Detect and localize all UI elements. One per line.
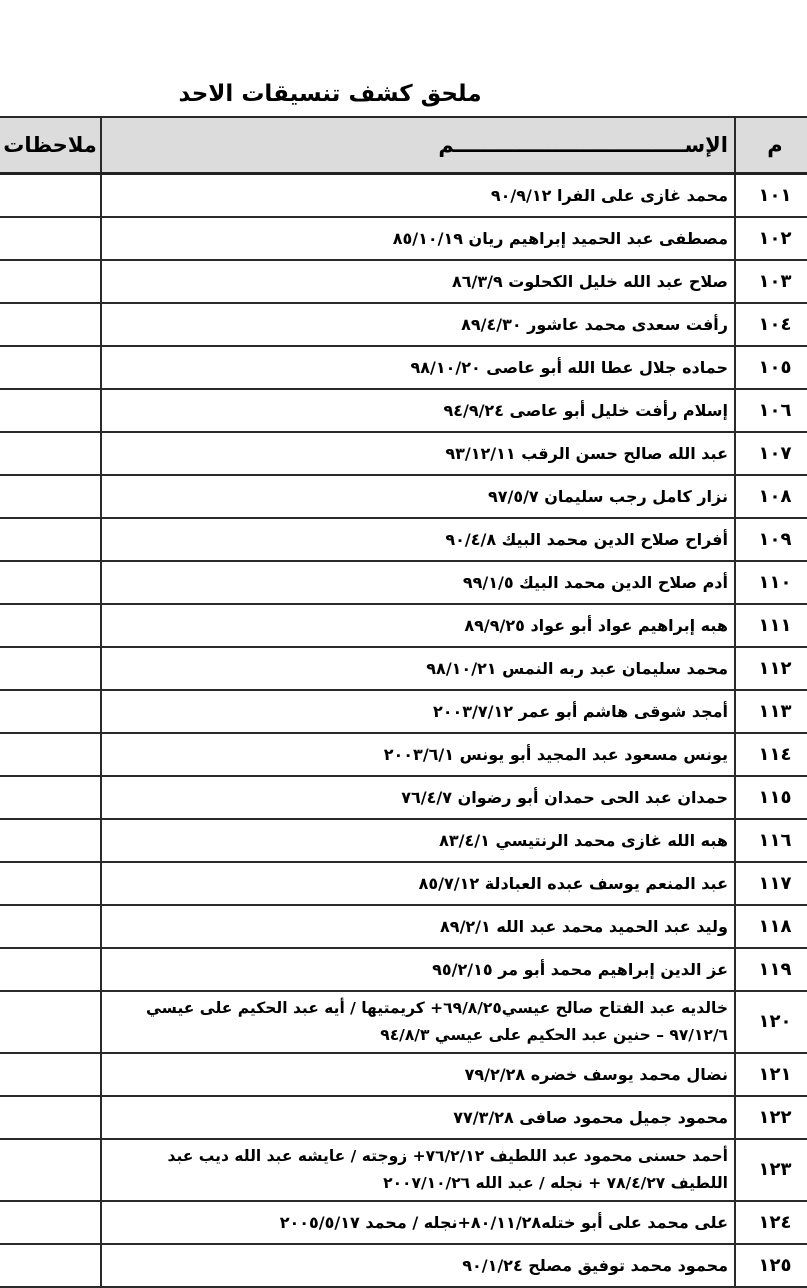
- table-row: [0, 432, 807, 475]
- row-number: ١١٠: [735, 561, 807, 604]
- row-name: حماده جلال عطا الله أبو عاصى ٩٨/١٠/٢٠: [101, 346, 735, 389]
- table-row: [0, 303, 807, 346]
- row-number: ١١٨: [735, 905, 807, 948]
- row-number: ١٠٨: [735, 475, 807, 518]
- row-name: حمدان عبد الحى حمدان أبو رضوان ٧٦/٤/٧: [101, 776, 735, 819]
- table-row: [0, 518, 807, 561]
- table-row: [0, 604, 807, 647]
- table-header-row: [0, 117, 807, 174]
- table-row: [0, 475, 807, 518]
- row-notes: [0, 260, 101, 303]
- row-notes: [0, 604, 101, 647]
- table-row: [0, 346, 807, 389]
- row-notes: [0, 1244, 101, 1287]
- row-name: محمد غازى على الفرا ٩٠/٩/١٢: [101, 174, 735, 217]
- table-row: [0, 1244, 807, 1287]
- table-row: [0, 905, 807, 948]
- table-row: [0, 389, 807, 432]
- row-number: ١٠٦: [735, 389, 807, 432]
- table-row: [0, 1096, 807, 1139]
- table-row: [0, 217, 807, 260]
- row-notes: [0, 174, 101, 217]
- header-number: م: [735, 117, 807, 174]
- row-notes: [0, 1201, 101, 1244]
- row-number: ١١٧: [735, 862, 807, 905]
- row-number: ١٢٣: [735, 1139, 807, 1201]
- row-notes: [0, 1053, 101, 1096]
- table-row: [0, 1139, 807, 1201]
- row-number: ١٢٤: [735, 1201, 807, 1244]
- row-name: عبد المنعم يوسف عبده العبادلة ٨٥/٧/١٢: [101, 862, 735, 905]
- row-notes: [0, 733, 101, 776]
- table-row: [0, 561, 807, 604]
- row-number: ١٢١: [735, 1053, 807, 1096]
- table-row: [0, 991, 807, 1053]
- table-row: [0, 776, 807, 819]
- row-name: وليد عبد الحميد محمد عبد الله ٨٩/٢/١: [101, 905, 735, 948]
- row-number: ١١٤: [735, 733, 807, 776]
- table-row: [0, 690, 807, 733]
- row-name: خالديه عبد الفتاح صالح عيسي٦٩/٨/٢٥+ كريمتيها / أيه عبد الحكيم على عيسي ٩٧/١٢/٦ – حنين عبد الحكيم على عيسي ٩٤/٨/٣: [101, 991, 735, 1053]
- row-number: ١٠٤: [735, 303, 807, 346]
- row-name: على محمد على أبو ختله٨٠/١١/٢٨+نجله / محمد ٢٠٠٥/٥/١٧: [101, 1201, 735, 1244]
- row-name: يونس مسعود عبد المجيد أبو يونس ٢٠٠٣/٦/١: [101, 733, 735, 776]
- row-number: ١٢٠: [735, 991, 807, 1053]
- row-number: ١٠٧: [735, 432, 807, 475]
- table-row: [0, 819, 807, 862]
- table-row: [0, 174, 807, 217]
- row-notes: [0, 905, 101, 948]
- row-name: رأفت سعدى محمد عاشور ٨٩/٤/٣٠: [101, 303, 735, 346]
- row-name: عز الدين إبراهيم محمد أبو مر ٩٥/٢/١٥: [101, 948, 735, 991]
- header-notes: ملاحظات: [0, 117, 101, 174]
- header-name: الإســــــــــــــــــــــــــــــــم: [101, 117, 735, 174]
- row-notes: [0, 776, 101, 819]
- row-notes: [0, 389, 101, 432]
- row-notes: [0, 475, 101, 518]
- table-row: [0, 948, 807, 991]
- row-number: ١١٩: [735, 948, 807, 991]
- row-number: ١٠٢: [735, 217, 807, 260]
- row-name: أحمد حسنى محمود عبد اللطيف ٧٦/٢/١٢+ زوجته / عايشه عبد الله ديب عبد اللطيف ٧٨/٤/٢٧ + نجله / عبد الله ٢٠٠٧/١٠/٢٦: [101, 1139, 735, 1201]
- row-name: محمود محمد توفيق مصلح ٩٠/١/٢٤: [101, 1244, 735, 1287]
- row-name: هبه إبراهيم عواد أبو عواد ٨٩/٩/٢٥: [101, 604, 735, 647]
- row-number: ١٢٢: [735, 1096, 807, 1139]
- row-number: ١١٣: [735, 690, 807, 733]
- table-row: [0, 862, 807, 905]
- table-row: [0, 260, 807, 303]
- row-name: نزار كامل رجب سليمان ٩٧/٥/٧: [101, 475, 735, 518]
- table-row: [0, 647, 807, 690]
- row-notes: [0, 647, 101, 690]
- row-name: هبه الله غازى محمد الرنتيسي ٨٣/٤/١: [101, 819, 735, 862]
- row-notes: [0, 948, 101, 991]
- row-name: أفراح صلاح الدين محمد البيك ٩٠/٤/٨: [101, 518, 735, 561]
- row-notes: [0, 862, 101, 905]
- row-name: صلاح عبد الله خليل الكحلوت ٨٦/٣/٩: [101, 260, 735, 303]
- table-row: [0, 733, 807, 776]
- row-name: عبد الله صالح حسن الرقب ٩٣/١٢/١١: [101, 432, 735, 475]
- row-name: مصطفى عبد الحميد إبراهيم ريان ٨٥/١٠/١٩: [101, 217, 735, 260]
- table-body: [0, 174, 807, 1287]
- row-number: ١١١: [735, 604, 807, 647]
- row-notes: [0, 1139, 101, 1201]
- row-notes: [0, 819, 101, 862]
- row-notes: [0, 561, 101, 604]
- row-notes: [0, 432, 101, 475]
- table-row: [0, 1053, 807, 1096]
- row-notes: [0, 217, 101, 260]
- row-notes: [0, 303, 101, 346]
- row-number: ١١٢: [735, 647, 807, 690]
- document-title: ملحق كشف تنسيقات الاحد: [178, 81, 482, 107]
- row-notes: [0, 1096, 101, 1139]
- row-name: محمود جميل محمود صافى ٧٧/٣/٢٨: [101, 1096, 735, 1139]
- row-notes: [0, 518, 101, 561]
- row-number: ١١٥: [735, 776, 807, 819]
- row-number: ١١٦: [735, 819, 807, 862]
- row-name: إسلام رأفت خليل أبو عاصى ٩٤/٩/٢٤: [101, 389, 735, 432]
- row-name: محمد سليمان عبد ربه النمس ٩٨/١٠/٢١: [101, 647, 735, 690]
- row-name: أمجد شوقى هاشم أبو عمر ٢٠٠٣/٧/١٢: [101, 690, 735, 733]
- row-number: ١٠٣: [735, 260, 807, 303]
- row-notes: [0, 346, 101, 389]
- row-notes: [0, 690, 101, 733]
- row-number: ١٠١: [735, 174, 807, 217]
- row-number: ١٠٥: [735, 346, 807, 389]
- table-row: [0, 1201, 807, 1244]
- names-table: [0, 116, 807, 1288]
- row-name: نضال محمد يوسف خضره ٧٩/٢/٢٨: [101, 1053, 735, 1096]
- row-number: ١٢٥: [735, 1244, 807, 1287]
- row-name: أدم صلاح الدين محمد البيك ٩٩/١/٥: [101, 561, 735, 604]
- row-number: ١٠٩: [735, 518, 807, 561]
- row-notes: [0, 991, 101, 1053]
